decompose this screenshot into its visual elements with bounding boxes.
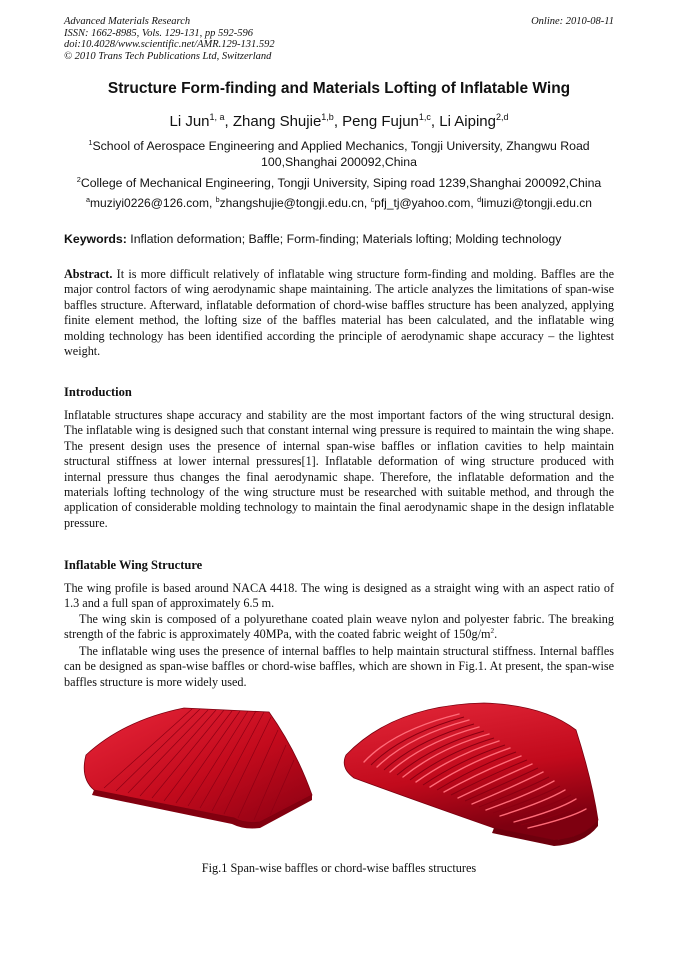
superscript: 2 bbox=[490, 626, 495, 636]
author-name: Li Aiping bbox=[439, 113, 496, 130]
section-heading-introduction: Introduction bbox=[64, 385, 132, 399]
structure-paragraph-2 bbox=[64, 612, 614, 643]
doi-line: doi:10.4028/www.scientific.net/AMR.129-131.592 bbox=[64, 39, 275, 50]
copyright-line: © 2010 Trans Tech Publications Ltd, Switzerland bbox=[64, 50, 272, 62]
affiliation-2 bbox=[40, 176, 638, 192]
span-wise-baffle-wing bbox=[84, 708, 312, 829]
figure-caption: Fig.1 Span-wise baffles or chord-wise baffles structures bbox=[201, 861, 477, 875]
journal-name: Advanced Materials Research bbox=[64, 16, 191, 27]
affiliation-mark: 2 bbox=[76, 174, 81, 184]
wing-surface bbox=[84, 708, 312, 823]
email-link[interactable]: pfj_tj@yahoo.com bbox=[374, 196, 471, 210]
email-list: $^a$muziyi0226@126.com, $^b$zhangshujie@tongji.edu.cn, $^c$pfj_tj@yahoo.com, $^d$limuzi@tongji.edu.cn bbox=[86, 195, 592, 210]
keywords-label: Keywords: bbox=[64, 232, 127, 246]
issn-line: ISSN: 1662-8985, Vols. 129-131, pp 592-596 bbox=[64, 27, 253, 39]
section-heading-wing-structure: Inflatable Wing Structure bbox=[64, 558, 203, 572]
paragraph-text: The wing skin is composed of a polyurethane coated plain weave nylon and polyester fabric. The breaking strength of the fabric is approximately 40MPa, with the coated fabric weight of 150g/m bbox=[64, 612, 614, 642]
figure-1-wing-models bbox=[64, 700, 614, 850]
structure-paragraph-3: The inflatable wing uses the presence of internal baffles to help maintain structural stiffness. Internal baffles can be designed as span-wise baffles or chord-wise baffles, which are shown in Fig.1. At present, the span-wise baffles structure is more widely used. bbox=[64, 644, 614, 689]
email-link[interactable]: zhangshujie@tongji.edu.cn bbox=[219, 196, 364, 210]
email-link[interactable]: muziyi0226@126.com bbox=[90, 196, 209, 210]
abstract-label: Abstract. bbox=[64, 267, 113, 281]
author-name: Peng Fujun bbox=[342, 113, 419, 130]
abstract-text: It is more difficult relatively of inflatable wing structure form-finding and molding. Baffles are the major control factors of wing aerodynamic shape maintaining. The article analyzes the limitations of span-wise baffles structure. Afterward, inflatable deformation of chord-wise baffles structure has been analyzed, applying finite element method, the lofting size of the baffles material has been calculated, and the inflatable wing molding technology has been identified according the principle of aerodynamic shape accuracy – the lightest weight. bbox=[64, 267, 615, 359]
email-mark: c bbox=[370, 195, 375, 204]
author-affil-mark: 1,b bbox=[321, 112, 334, 122]
structure-paragraph-1: The wing profile is based around NACA 4418. The wing is designed as a straight wing with an aspect ratio of 1.3 and a full span of approximately 6.5 m. bbox=[64, 581, 614, 611]
email-mark: b bbox=[215, 195, 220, 204]
paper-title: Structure Form-finding and Materials Lofting of Inflatable Wing bbox=[107, 80, 571, 97]
keywords-text: Inflation deformation; Baffle; Form-finding; Materials lofting; Molding technology bbox=[130, 232, 562, 246]
author-name: Zhang Shujie bbox=[232, 113, 322, 130]
affiliation-text: College of Mechanical Engineering, Tongji University, Siping road 1239,Shanghai 200092,China bbox=[80, 176, 602, 190]
author-affil-mark: 2,d bbox=[495, 112, 509, 122]
affiliation-text: School of Aerospace Engineering and Applied Mechanics, Tongji University, Zhangwu Road 100,Shanghai 200092,China bbox=[92, 139, 590, 169]
author-name: Li Jun bbox=[169, 113, 210, 130]
email-mark: d bbox=[477, 195, 482, 204]
keywords bbox=[64, 232, 614, 246]
author-list: Li Jun$^{1, a}$, Zhang Shujie$^{1,b}$, Peng Fujun$^{1,c}$, Li Aiping$^{2,d}$ bbox=[169, 112, 509, 130]
online-date: Online: 2010-08-11 bbox=[531, 16, 614, 27]
abstract bbox=[64, 267, 614, 359]
author-affil-mark: 1, a bbox=[209, 112, 225, 122]
chord-wise-baffle-wing bbox=[344, 703, 598, 846]
running-header bbox=[64, 16, 275, 62]
author-affil-mark: 1,c bbox=[418, 112, 431, 122]
affiliation-mark: 1 bbox=[88, 137, 93, 147]
introduction-paragraph: Inflatable structures shape accuracy and stability are the most important factors of the wing structural design. The inflatable wing is designed such that constant internal wing pressure is required to maintain the wing shape. The present design uses the presence of internal span-wise baffles or inflation cavities to help maintain structural stiffness at lower internal pressures[1]. Inflatable deformation of wing structure produced with internal pressure thus changes the final aerodynamic shape. Therefore, the inflatable deformation and the materials lofting technology of the wing structure must be researched with suitable method, and through the application of considerable molding technology to maintain the final aerodynamic shape in the design inflatable pressure. bbox=[64, 408, 614, 530]
email-link[interactable]: limuzi@tongji.edu.cn bbox=[481, 196, 592, 210]
email-mark: a bbox=[86, 195, 91, 204]
paragraph-end: . bbox=[494, 627, 498, 642]
affiliation-1 bbox=[70, 139, 608, 170]
